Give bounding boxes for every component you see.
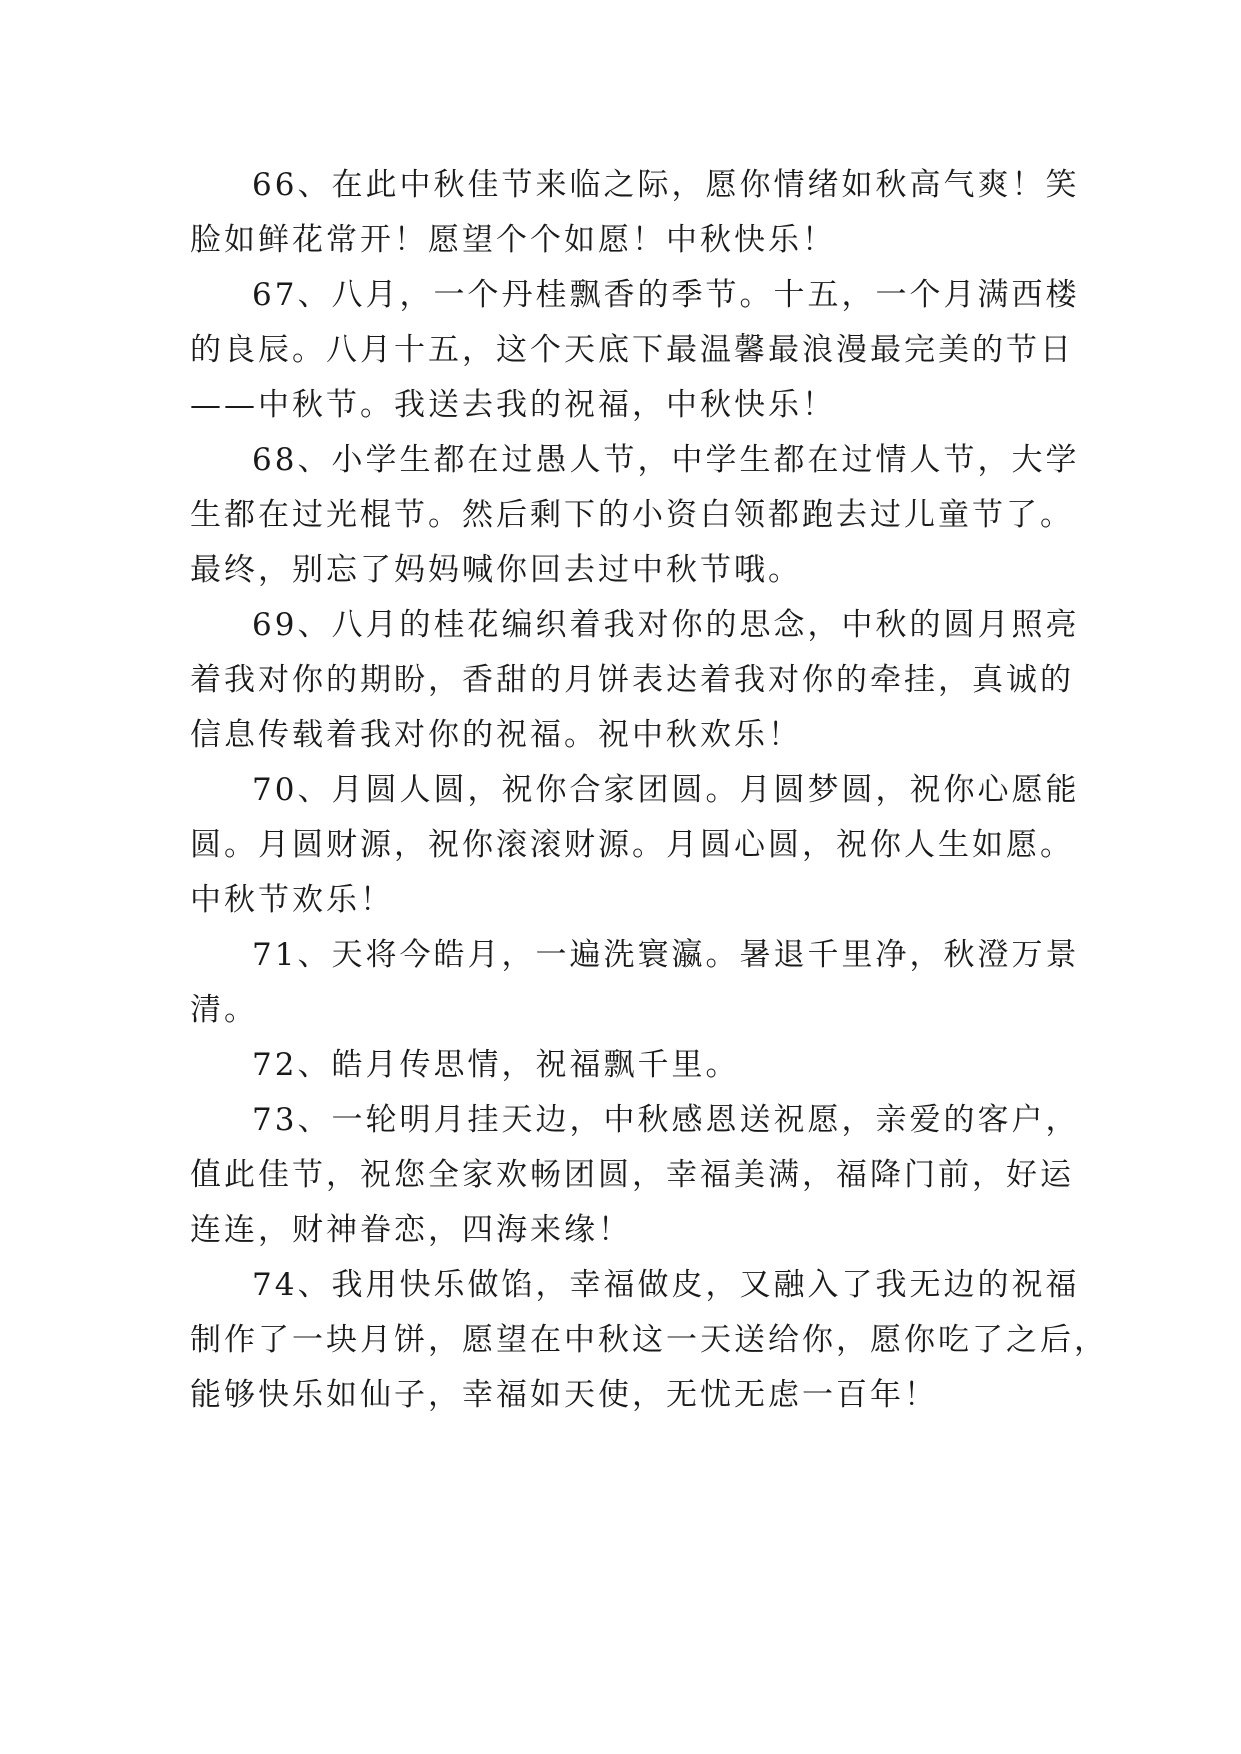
paragraph-67: [190, 268, 1080, 433]
paragraph-line: 最终，别忘了妈妈喊你回去过中秋节哦。: [190, 552, 802, 588]
paragraph-line: 68、小学生都在过愚人节，中学生都在过情人节，大学: [252, 442, 1080, 478]
paragraph-line: 连连，财神眷恋，四海来缘！: [190, 1212, 632, 1248]
paragraph-71: [190, 928, 1080, 1038]
paragraph-74: [190, 1258, 1108, 1423]
paragraph-line: 脸如鲜花常开！愿望个个如愿！中秋快乐！: [190, 222, 836, 258]
paragraph-line: 67、八月，一个丹桂飘香的季节。十五，一个月满西楼: [252, 277, 1080, 313]
paragraph-line: 能够快乐如仙子，幸福如天使，无忧无虑一百年！: [190, 1377, 938, 1413]
paragraph-line: 值此佳节，祝您全家欢畅团圆，幸福美满，福降门前，好运: [190, 1157, 1074, 1193]
paragraph-line: 的良辰。八月十五，这个天底下最温馨最浪漫最完美的节日: [190, 332, 1074, 368]
paragraph-70: [190, 763, 1080, 928]
paragraph-line: 清。: [190, 992, 258, 1028]
paragraph-line: ——中秋节。我送去我的祝福，中秋快乐！: [190, 387, 836, 423]
paragraph-line: 生都在过光棍节。然后剩下的小资白领都跑去过儿童节了。: [190, 497, 1074, 533]
paragraph-69: [190, 598, 1080, 763]
paragraph-line: 69、八月的桂花编织着我对你的思念，中秋的圆月照亮: [252, 607, 1080, 643]
paragraph-line: 73、一轮明月挂天边，中秋感恩送祝愿，亲爱的客户，: [252, 1102, 1080, 1138]
paragraph-72: [190, 1038, 1060, 1093]
document-body: [190, 158, 1108, 1423]
paragraph-line: 制作了一块月饼，愿望在中秋这一天送给你，愿你吃了之后，: [190, 1322, 1108, 1358]
paragraph-line: 信息传载着我对你的祝福。祝中秋欢乐！: [190, 717, 802, 753]
paragraph-line: 72、皓月传思情，祝福飘千里。: [252, 1047, 740, 1083]
paragraph-line: 着我对你的期盼，香甜的月饼表达着我对你的牵挂，真诚的: [190, 662, 1074, 698]
paragraph-line: 66、在此中秋佳节来临之际，愿你情绪如秋高气爽！笑: [252, 167, 1080, 203]
paragraph-68: [190, 433, 1080, 598]
paragraph-line: 中秋节欢乐！: [190, 882, 394, 918]
paragraph-line: 74、我用快乐做馅，幸福做皮，又融入了我无边的祝福: [252, 1267, 1080, 1303]
paragraph-line: 70、月圆人圆，祝你合家团圆。月圆梦圆，祝你心愿能: [252, 772, 1080, 808]
paragraph-73: [190, 1093, 1080, 1258]
paragraph-line: 圆。月圆财源，祝你滚滚财源。月圆心圆，祝你人生如愿。: [190, 827, 1074, 863]
paragraph-66: [190, 158, 1080, 268]
paragraph-line: 71、天将今皓月，一遍洗寰瀛。暑退千里净，秋澄万景: [252, 937, 1080, 973]
